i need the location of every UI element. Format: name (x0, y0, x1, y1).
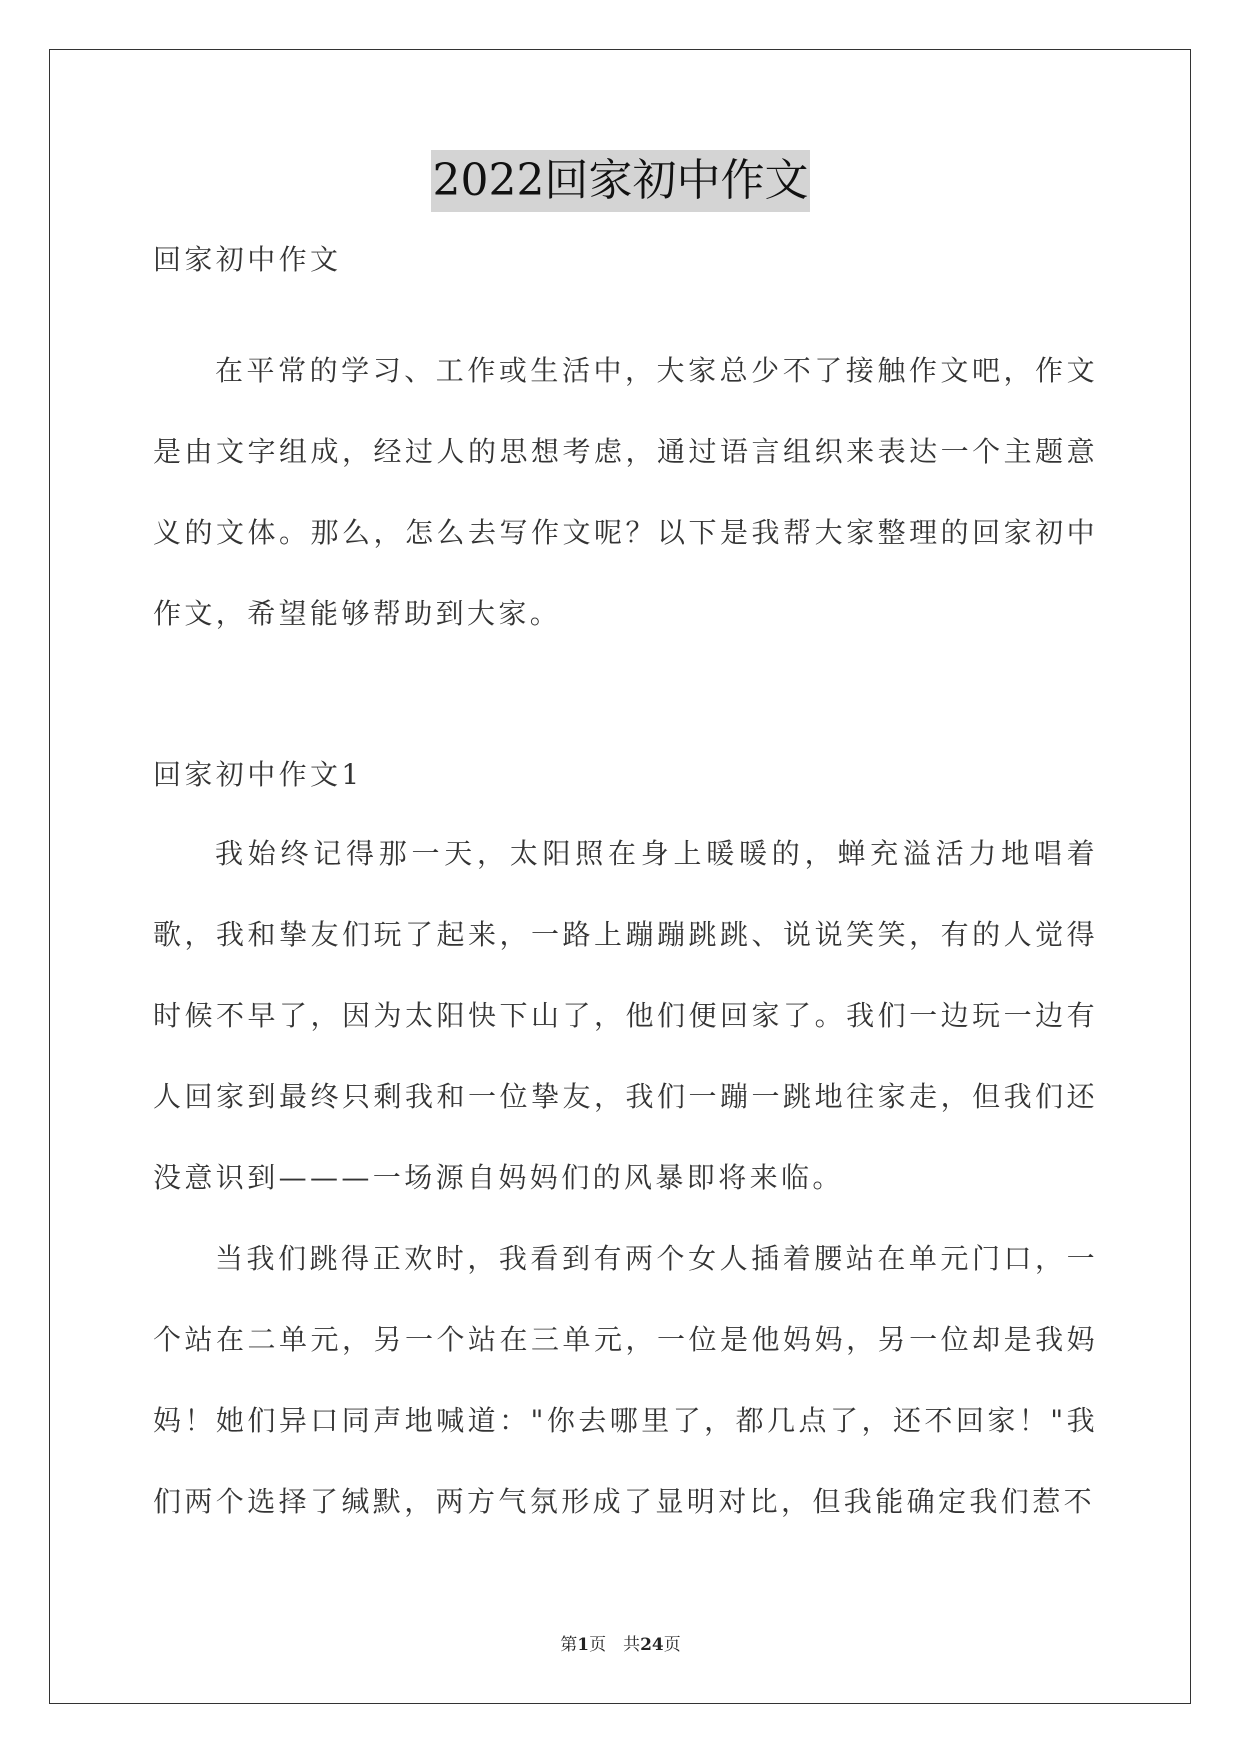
section1-paragraph-2: 当我们跳得正欢时，我看到有两个女人插着腰站在单元门口，一个站在二单元，另一个站在三单元，一位是他妈妈，另一位却是我妈妈！她们异口同声地喊道："你去哪里了，都几点了，还不回家！"我们两个选择了缄默，两方气氛形成了显明对比，但我能确定我们惹不 (153, 1242, 1098, 1518)
section1-heading: 回家初中作文1 (153, 758, 363, 791)
intro-heading: 回家初中作文 (153, 243, 342, 276)
intro-paragraph: 在平常的学习、工作或生活中，大家总少不了接触作文吧，作文是由文字组成，经过人的思想考虑，通过语言组织来表达一个主题意义的文体。那么，怎么去写作文呢？以下是我帮大家整理的回家初中作文，希望能够帮助到大家。 (153, 354, 1098, 630)
title-container (0, 150, 1241, 212)
section1-paragraph-1: 我始终记得那一天，太阳照在身上暖暖的，蝉充溢活力地唱着歌，我和挚友们玩了起来，一路上蹦蹦跳跳、说说笑笑，有的人觉得时候不早了，因为太阳快下山了，他们便回家了。我们一边玩一边有人回家到最终只剩我和一位挚友，我们一蹦一跳地往家走，但我们还没意识到———一场源自妈妈们的风暴即将来临。 (153, 837, 1098, 1194)
footer-page-suffix: 页 (663, 1635, 681, 1655)
document-title: 2022回家初中作文 (431, 150, 811, 212)
footer-page-total: 24 (640, 1635, 664, 1655)
footer-page-mid: 页 共 (589, 1635, 641, 1655)
page-footer (0, 1630, 1241, 1655)
footer-page-prefix: 第 (560, 1635, 578, 1655)
footer-page-current: 1 (577, 1635, 590, 1655)
